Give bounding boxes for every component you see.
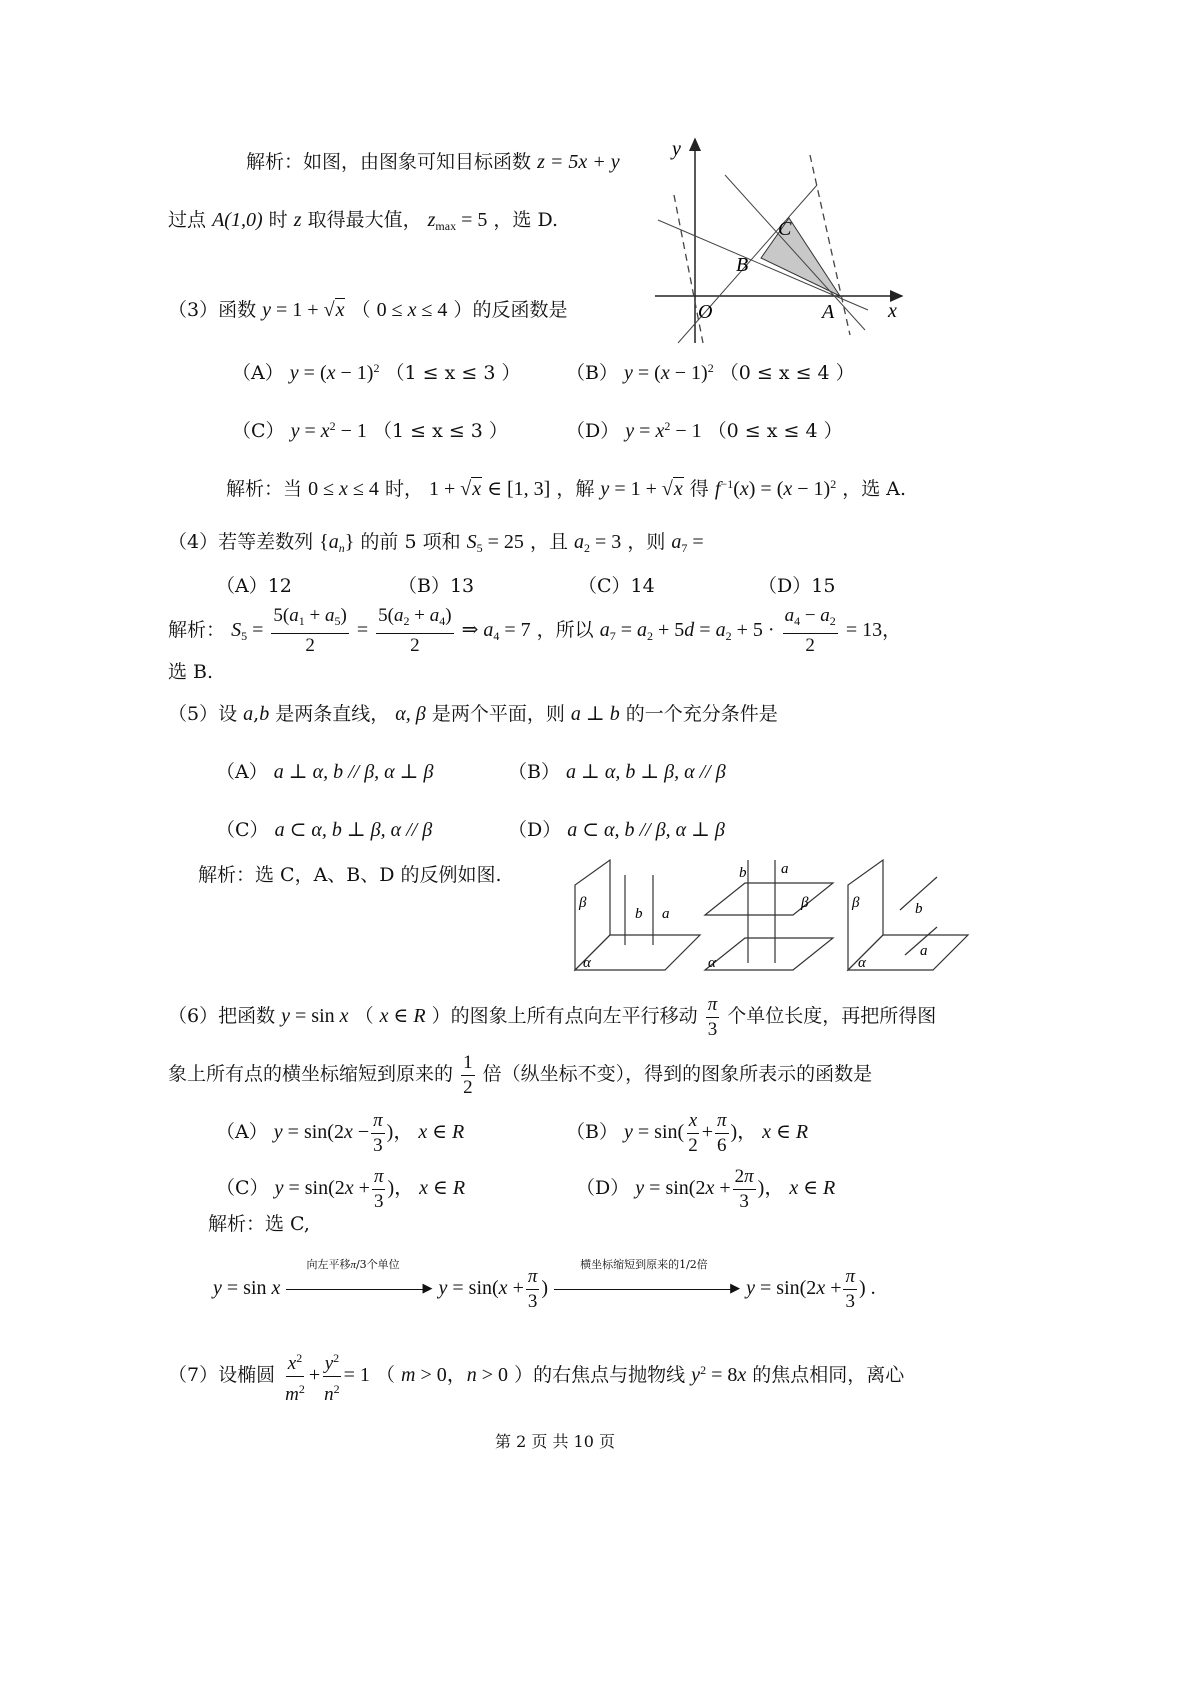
text: 过点 (168, 209, 207, 231)
arrow-scale-x: 横坐标缩短到原来的1/2倍 ▶ (554, 1279, 740, 1299)
q4-solution: 解析： $S_5$ = $\frac{5(a_1 + a_5)}{2}$ = $\frac{5(a_2 + a_4)}{2}$ ⇒ $a_4 = 7$ ，所以 $a_7 = a_2 + 5d = a_2 + 5$ · $\frac{a_4 - a_2}{2}$ = 13， (168, 605, 902, 656)
q6-solution: 解析：选 C, (208, 1213, 310, 1235)
text: 个单位长度，再把所得图 (727, 1005, 937, 1027)
fraction: $\frac{\pi}{6}$ (716, 1109, 727, 1156)
text: 的一个充分条件是 (625, 703, 778, 725)
feasible-region (761, 218, 840, 296)
text: ，选 A. (842, 478, 907, 500)
option-math: a ⊥ α, b // β, α ⊥ β (273, 761, 434, 783)
objective-function: z = 5x + y (537, 151, 620, 173)
text: 是两条直线， (275, 703, 390, 725)
q4-option-c: （C）14 (578, 575, 655, 597)
arrow-shift-left: 向左平移π/3个单位 ▶ (286, 1279, 432, 1299)
q6-transform-chain: y = sin x 向左平移π/3个单位 ▶ y = sin(x + $\frac{\pi}{3}$ ) 横坐标缩短到原来的1/2倍 ▶ y = sin(2x + $\frac{\pi}{3}$ ) . (213, 1258, 876, 1312)
svg-text:a: a (920, 943, 928, 959)
q6-option-a: （A） y = sin(2x − $\frac{\pi}{3}$ )， x ∈ R (216, 1109, 465, 1156)
text: （4）若等差数列 (168, 531, 314, 553)
counterexample-figures (565, 855, 985, 980)
q6-option-b: （B） y = sin( $\frac{x}{2}$ + $\frac{\pi}{6}$ )， x ∈ R (566, 1109, 809, 1156)
page-footer: 第 2 页 共 10 页 (495, 1432, 615, 1451)
option-math: y = sin(2x + (274, 1177, 370, 1199)
q4-answer: 选 B. (168, 661, 214, 683)
fraction: $\frac{\pi}{3}$ (373, 1165, 384, 1212)
svg-text:b: b (915, 901, 923, 917)
q3-solution (226, 472, 906, 501)
text: 时， (384, 478, 423, 500)
option-domain: （1 ≤ x ≤ 3 ） (372, 420, 508, 442)
svg-text:α: α (708, 955, 716, 971)
math: m > 0，n > 0 (401, 1364, 509, 1386)
arrow-label: 向左平移π/3个单位 (306, 1258, 400, 1271)
q2-solution-line2 (168, 208, 558, 238)
text: ）的反函数是 (453, 299, 568, 321)
q3-function: y = 1 + √x (262, 299, 345, 321)
q4-option-b: （B）13 (398, 575, 475, 597)
option-math: a ⊂ α, b ⊥ β, α // β (274, 819, 433, 841)
option-label: （A） (216, 1121, 268, 1143)
text: ）的图象上所有点向左平行移动 (431, 1005, 698, 1027)
math: x ∈ R (379, 1005, 426, 1027)
q2-solution-line1 (246, 150, 620, 174)
text: 取得最大值， (307, 209, 422, 231)
option-math: $y = (x - 1)^2$ (624, 361, 714, 384)
q3-option-b (566, 356, 855, 385)
q5-option-b (508, 760, 726, 784)
svg-text:β: β (852, 895, 860, 911)
text: （3）函数 (168, 299, 257, 321)
text: ）的右焦点与抛物线 (514, 1364, 686, 1386)
point-o-label: O (698, 301, 713, 323)
q5-option-c (216, 818, 432, 842)
option-math: $y = x^2 - 1$ (625, 419, 702, 442)
fraction: $\frac{x}{2}$ (688, 1109, 698, 1156)
fraction: $\frac{\pi}{3}$ (373, 1109, 383, 1156)
option-math: y = sin(2x − (273, 1121, 370, 1143)
text: 倍（纵坐标不变），得到的图象所表示的函数是 (482, 1063, 873, 1085)
math: $f^{-1}(x) = (x - 1)^2$ (714, 477, 837, 500)
fraction: $\frac{\pi}{3}$ (527, 1265, 538, 1312)
option-math: y = sin( (624, 1121, 685, 1143)
option-label: （A） (232, 362, 284, 384)
q4-stem (168, 530, 704, 560)
text: 时 (268, 209, 288, 231)
fraction: $\frac{1}{2}$ (463, 1051, 473, 1098)
var-z: z (293, 209, 302, 231)
fraction: $\frac{2\pi}{3}$ (734, 1165, 754, 1212)
option-math: a ⊥ α, b ⊥ β, α // β (566, 761, 726, 783)
point-a-label: A (822, 301, 835, 323)
option-math: $y = (x - 1)^2$ (289, 361, 380, 384)
math: y = sin x (281, 1005, 349, 1027)
option-label: （D） (508, 819, 562, 841)
svg-text:β: β (801, 895, 809, 911)
fraction: $\frac{a_4 - a_2}{2}$ (784, 605, 836, 656)
math: 1 + √x ∈ [1, 3] (429, 478, 551, 500)
arrow-label: 横坐标缩短到原来的1/2倍 (580, 1258, 708, 1271)
math: α, β (395, 703, 426, 725)
fraction: $\frac{y^2}{n^2}$ (322, 1346, 342, 1407)
svg-text:b: b (635, 906, 643, 922)
q6-option-d: （D） y = sin(2x + $\frac{2\pi}{3}$ )， x ∈ R (576, 1165, 836, 1212)
option-label: （C） (216, 819, 269, 841)
option-label: （C） (216, 1177, 269, 1199)
math: ⇒ $a_4 = 7$ (461, 619, 531, 643)
math: $a_2 = 3$ (574, 531, 622, 555)
text: 的前 5 项和 (360, 531, 461, 553)
math: $a_7 = a_2 + 5d = a_2 + 5$ · (599, 619, 775, 643)
text: （7）设椭圆 (168, 1364, 276, 1386)
fraction: $\frac{\pi}{3}$ (707, 993, 718, 1040)
point-b-label: B (736, 254, 749, 276)
svg-text:α: α (583, 955, 591, 971)
q4-option-a: （A）12 (216, 575, 292, 597)
option-domain: （0 ≤ x ≤ 4 ） (719, 362, 855, 384)
q6-stem-line1 (168, 988, 936, 1044)
math: y = sin(2x + (746, 1277, 842, 1299)
q2-solution-text: 解析：如图，由图象可知目标函数 (246, 151, 532, 173)
text: ，则 (627, 531, 666, 553)
svg-text:b: b (739, 865, 747, 881)
text: ，选 D. (493, 209, 559, 231)
q3-option-a (232, 356, 520, 385)
option-label: （A） (216, 761, 268, 783)
q5-option-d (508, 818, 725, 842)
z-max: $z_{max} = 5$ (427, 209, 488, 233)
text: 的焦点相同，离心 (752, 1364, 905, 1386)
math: = 13 (845, 619, 883, 641)
figure-d (848, 860, 968, 970)
y-axis-label: y (672, 138, 681, 160)
q4-option-d: （D）15 (758, 575, 836, 597)
q5-stem: （5）设 a,b 是两条直线， α, β 是两个平面，则 a ⊥ b 的一个充分条件是 (168, 703, 778, 725)
math: a ⊥ b (570, 703, 620, 725)
q7-stem: （7）设椭圆 $\frac{x^2}{m^2}$ + $\frac{y^2}{n^2}$ = 1 （ m > 0，n > 0 ）的右焦点与抛物线 $y^2 = 8x$ 的焦点相同，离心 (168, 1340, 904, 1407)
math: $S_5$ = (231, 619, 264, 643)
option-label: （C） (232, 420, 285, 442)
fraction: $\frac{x^2}{m^2}$ (283, 1346, 307, 1407)
option-label: （D） (566, 420, 620, 442)
text: 象上所有点的横坐标缩短到原来的 (168, 1063, 454, 1085)
math: $S_5 = 25$ (466, 531, 524, 555)
x-axis-label: x (888, 300, 897, 322)
text: ，所以 (536, 619, 594, 641)
text: （ (351, 299, 371, 321)
text: 解析： (168, 619, 226, 641)
svg-text:β: β (579, 895, 587, 911)
fraction: $\frac{5(a_2 + a_4)}{2}$ (378, 605, 452, 656)
math: y = 1 + √x (600, 478, 683, 500)
option-math: $y = x^2 - 1$ (290, 419, 367, 442)
option-label: （B） (566, 1121, 618, 1143)
math: $a_7$ = (671, 531, 704, 555)
text: 是两个平面，则 (431, 703, 565, 725)
option-math: y = sin(2x + (635, 1177, 731, 1199)
option-label: （D） (576, 1177, 630, 1199)
text: ，且 (529, 531, 568, 553)
q6-option-c: （C） y = sin(2x + $\frac{\pi}{3}$ )， x ∈ R (216, 1165, 466, 1212)
math: y = sin(x + (438, 1277, 524, 1299)
fraction: $\frac{5(a_1 + a_5)}{2}$ (273, 605, 347, 656)
svg-text:a: a (781, 861, 789, 877)
option-label: （B） (508, 761, 560, 783)
fraction: $\frac{\pi}{3}$ (845, 1265, 856, 1312)
q5-option-a (216, 760, 433, 784)
svg-text:α: α (858, 955, 866, 971)
option-math: a ⊂ α, b // β, α ⊥ β (567, 819, 725, 841)
figure-b (705, 860, 833, 970)
text: 解析：当 (226, 478, 303, 500)
math: $\{a_n\}$ (319, 531, 355, 555)
option-label: （B） (566, 362, 618, 384)
option-domain: （1 ≤ x ≤ 3 ） (385, 362, 521, 384)
point-a: A(1,0) (212, 209, 263, 231)
text: ，解 (556, 478, 595, 500)
text: （5）设 (168, 703, 238, 725)
q3-domain: 0 ≤ x ≤ 4 (376, 299, 448, 321)
text: （6）把函数 (168, 1005, 276, 1027)
math: y = sin x (213, 1277, 281, 1299)
math: = (356, 619, 369, 641)
line-ca (725, 175, 865, 330)
svg-text:a: a (662, 906, 670, 922)
q3-option-d (566, 414, 843, 443)
q6-stem-line2 (168, 1046, 872, 1102)
math: b (259, 703, 270, 725)
linear-programming-graph (650, 135, 910, 350)
math: 0 ≤ x ≤ 4 (308, 478, 379, 500)
point-c-label: C (778, 218, 792, 240)
q5-solution: 解析：选 C，A、B、D 的反例如图. (198, 864, 502, 886)
text: （ (375, 1364, 395, 1386)
option-domain: （0 ≤ x ≤ 4 ） (707, 420, 843, 442)
q3-stem (168, 298, 568, 322)
q3-option-c (232, 414, 508, 443)
text: 得 (689, 478, 709, 500)
text: （ (354, 1005, 374, 1027)
math: $y^2 = 8x$ (691, 1363, 747, 1386)
math: a (243, 703, 254, 725)
